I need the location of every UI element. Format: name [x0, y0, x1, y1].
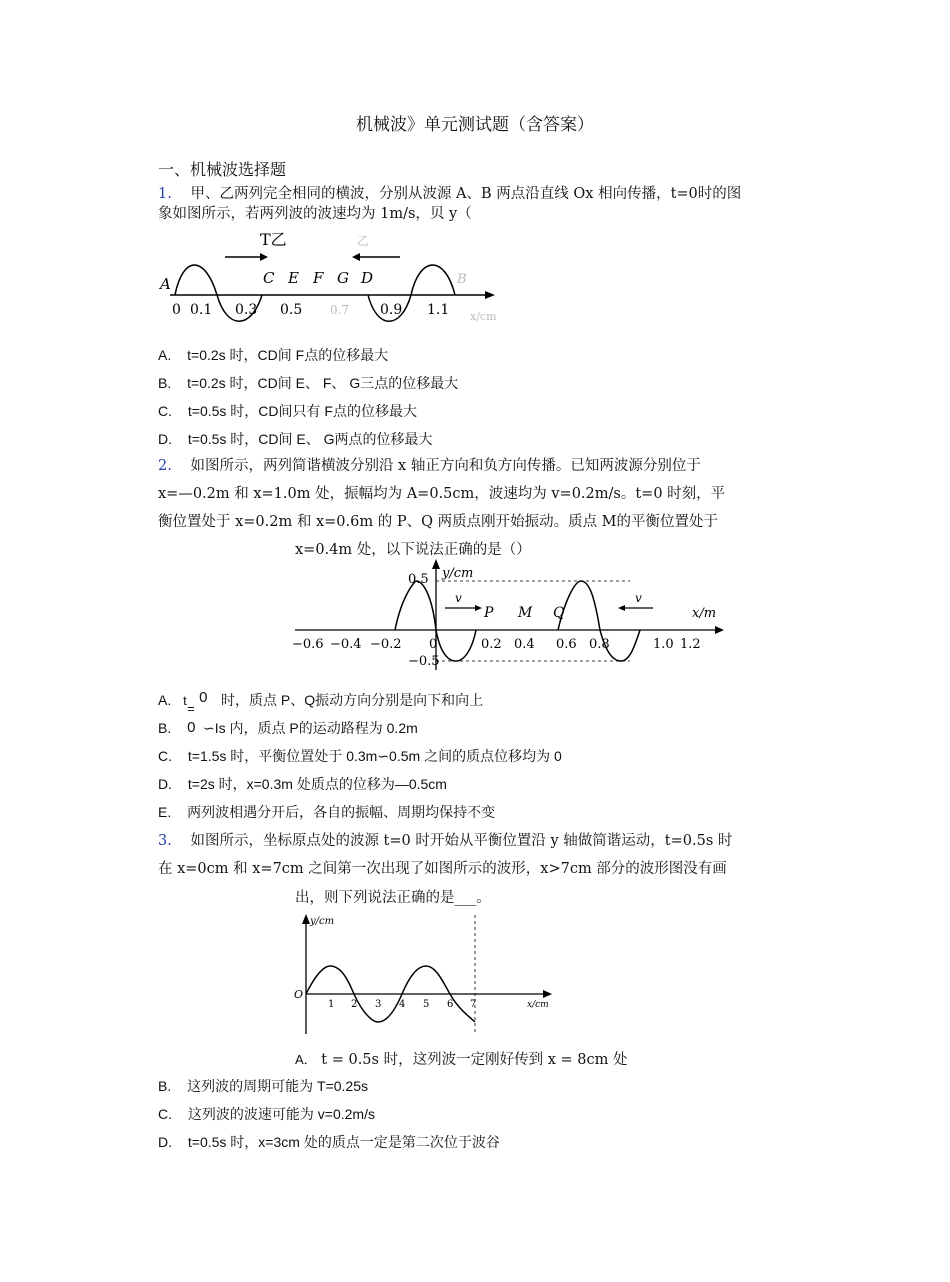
q2-option-d-text: t=2s 时，x=0.3m 处质点的位移为—0.5cm	[187, 776, 447, 792]
q2-point-p: P	[484, 605, 494, 621]
q1-tick-0-5: 0.5	[280, 302, 303, 318]
q3-option-d	[158, 1132, 500, 1152]
q1-option-b-text: t=0.2s 时，CD间 E、 F、 G三点的位移最大	[187, 375, 459, 391]
q2-option-e-key: E.	[158, 804, 172, 820]
q2-option-c-key: C.	[158, 748, 172, 764]
q2-option-a	[158, 689, 484, 716]
q1-text1: 甲、乙两列完全相同的横波，分别从波源 A、B 两点沿直线 Ox 相向传播，t=0时的图	[190, 186, 742, 202]
q3-tick-2: 2	[351, 999, 358, 1010]
q2-line2: x=—0.2m 和 x=1.0m 处，振幅均为 A=0.5cm，波速均为 v=0.2m/s。t=0 时刻，平	[158, 486, 726, 502]
q3-x-label: x/cm	[527, 1000, 549, 1010]
q2-tick-m06: −0.6	[292, 637, 324, 652]
q1-tick-0-7: 0.7	[330, 303, 350, 317]
q3-origin: O	[294, 988, 304, 1001]
q1-x-axis-arrow	[485, 291, 495, 299]
q2-option-b-key: B.	[158, 720, 172, 736]
q1-arrow-right-head	[260, 253, 268, 261]
q2-line4: x=0.4m 处，以下说法正确的是（）	[295, 542, 531, 558]
q1-tick-0-1: 0.1	[190, 302, 213, 318]
q1-option-b-key: B.	[158, 375, 172, 391]
q1-point-e: E	[288, 269, 299, 287]
q2-point-q: Q	[553, 605, 565, 621]
q1-point-f: F	[313, 269, 324, 287]
q1-tick-0: 0	[172, 302, 181, 318]
q1-option-d	[158, 429, 433, 449]
q3-tick-7: 7	[470, 999, 477, 1010]
q2-line1	[158, 454, 701, 475]
q2-tick-m04: −0.4	[330, 637, 362, 652]
q3-tick-5: 5	[423, 999, 430, 1010]
q2-y-pos: 0.5	[408, 572, 429, 587]
q2-arrow-left-head	[618, 605, 625, 611]
q2-text1: 如图所示，两列简谐横波分别沿 x 轴正方向和负方向传播。已知两波源分别位于	[190, 458, 701, 474]
q1-tick-1-1: 1.1	[427, 302, 450, 318]
q3-text1: 如图所示，坐标原点处的波源 t=0 时开始从平衡位置沿 y 轴做简谐运动，t=0.5s 时	[190, 833, 733, 849]
q3-option-c-text: 这列波的波速可能为 v=0.2m/s	[187, 1106, 375, 1122]
q3-tick-4: 4	[399, 999, 406, 1010]
q2-tick-12: 1.2	[680, 637, 701, 652]
q2-point-m: M	[518, 605, 533, 621]
q3-line3: 出，则下列说法正确的是___。	[295, 890, 491, 906]
q3-option-b-text: 这列波的周期可能为 T=0.25s	[187, 1078, 368, 1094]
q2-option-a-t: t	[183, 693, 187, 708]
q1-option-d-key: D.	[158, 431, 172, 447]
q3-tick-3: 3	[375, 999, 382, 1010]
q3-option-d-key: D.	[158, 1134, 172, 1150]
q1-option-c-key: C.	[158, 403, 172, 419]
q1-point-a: A	[160, 275, 171, 293]
q2-option-c-text: t=1.5s 时，平衡位置处于 0.3m∽0.5m 之间的质点位移均为 0	[187, 748, 562, 764]
q3-option-c-key: C.	[158, 1106, 172, 1122]
q2-wave-figure	[290, 555, 730, 675]
q3-y-label: y/cm	[310, 916, 335, 927]
q2-tick-02: 0.2	[481, 637, 502, 652]
q1-option-a	[158, 345, 388, 365]
q2-x-label: x/m	[692, 606, 717, 621]
section-heading: 一、机械波选择题	[158, 160, 287, 179]
q3-option-a-key: A．	[295, 1052, 317, 1067]
q1-wave-figure	[155, 225, 500, 325]
q2-tick-06: 0.6	[556, 637, 577, 652]
q3-x-axis-arrow	[543, 990, 552, 998]
q1-label-yi: 乙	[357, 234, 370, 248]
q2-option-e	[158, 802, 495, 822]
q3-option-c	[158, 1104, 375, 1124]
q3-wave-figure	[288, 910, 558, 1038]
q2-option-b-text: ∽Is 内，质点 P的运动路程为 0.2m	[203, 720, 418, 736]
q3-option-b-key: B.	[158, 1078, 172, 1094]
q2-option-d	[158, 774, 447, 794]
q2-v-right: v	[635, 591, 642, 605]
q2-option-d-key: D.	[158, 776, 172, 792]
q3-option-d-text: t=0.5s 时，x=3cm 处的质点一定是第二次位于波谷	[187, 1134, 500, 1150]
q1-line2: 象如图所示，若两列波的波速均为 1m/s，贝 y（	[158, 206, 472, 222]
q3-line2: 在 x=0cm 和 x=7cm 之间第一次出现了如图所示的波形，x>7cm 部分的波形图没有画	[158, 861, 727, 877]
q1-axis-label: x/cm	[470, 310, 497, 323]
q3-tick-1: 1	[328, 999, 335, 1010]
q3-option-a-text: t = 0.5s 时，这列波一定刚好传到 x = 8cm 处	[321, 1052, 628, 1068]
q1-point-g: G	[337, 269, 349, 287]
q1-point-d: D	[361, 269, 374, 287]
q2-option-a-eq: =	[187, 701, 195, 716]
q2-y-label: y/cm	[442, 566, 474, 581]
page-title: 机械波》单元测试题（含答案）	[356, 115, 594, 135]
q1-arrow-left-head	[352, 253, 360, 261]
q2-tick-m02: −0.2	[370, 637, 402, 652]
q2-y-neg: −0.5	[408, 654, 440, 669]
q2-tick-0: 0	[429, 637, 438, 652]
q1-tick-0-3: 0.3	[235, 302, 258, 318]
q1-point-c: C	[263, 269, 275, 287]
q2-x-axis-arrow	[715, 626, 724, 634]
q1-option-c	[158, 401, 417, 421]
q2-option-a-key: A.	[158, 692, 172, 708]
q1-label-jia: T乙	[260, 230, 287, 249]
q2-tick-04: 0.4	[514, 637, 535, 652]
q2-option-a-text: 时，质点 P、Q振动方向分别是向下和向上	[221, 692, 484, 708]
q2-option-a-zero: 0	[199, 689, 208, 706]
q2-option-c	[158, 746, 562, 766]
q2-option-b-zero: 0	[187, 719, 196, 736]
q3-tick-6: 6	[447, 999, 454, 1010]
q2-option-e-text: 两列波相遇分开后，各自的振幅、周期均保持不变	[187, 804, 496, 820]
q1-option-d-text: t=0.5s 时，CD间 E、 G两点的位移最大	[187, 431, 433, 447]
q3-line1	[158, 829, 732, 850]
q1-option-b	[158, 373, 458, 393]
q3-number: 3.	[158, 833, 172, 849]
q1-option-c-text: t=0.5s 时，CD间只有 F点的位移最大	[187, 403, 417, 419]
q2-number: 2.	[158, 458, 172, 474]
q1-line1	[158, 182, 741, 203]
q3-option-b	[158, 1076, 368, 1096]
q2-arrow-right-head	[475, 605, 482, 611]
q2-y-axis-arrow	[432, 559, 440, 569]
q1-option-a-text: t=0.2s 时，CD间 F点的位移最大	[187, 347, 389, 363]
q3-y-axis-arrow	[302, 914, 310, 924]
q2-tick-10: 1.0	[653, 637, 674, 652]
q2-option-b	[158, 718, 418, 738]
q2-line3: 衡位置处于 x=0.2m 和 x=0.6m 的 P、Q 两质点刚开始振动。质点 M的平衡位置处于	[158, 514, 719, 530]
q1-tick-0-9: 0.9	[380, 302, 403, 318]
q2-tick-08: 0.8	[589, 637, 610, 652]
q2-v-left: v	[455, 591, 462, 605]
q3-option-a	[295, 1048, 627, 1069]
q1-option-a-key: A.	[158, 347, 172, 363]
q1-point-b: B	[457, 272, 467, 287]
q1-number: 1.	[158, 186, 172, 202]
